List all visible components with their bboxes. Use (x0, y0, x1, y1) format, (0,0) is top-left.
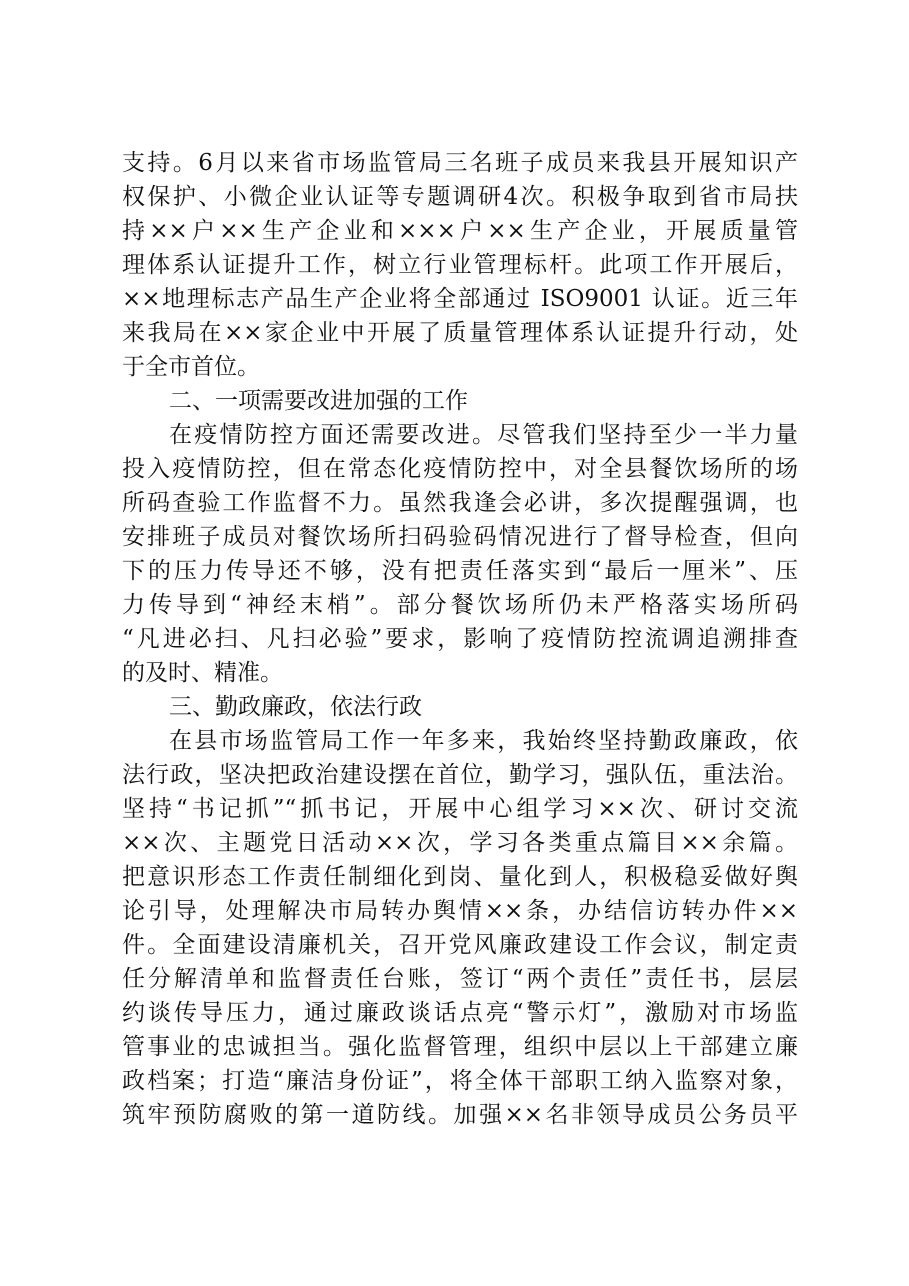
paragraph-line: 下的压力传导还不够，没有把责任落实到“最后一厘米”、压 (122, 558, 798, 584)
paragraph-line: 力传导到“神经末梢”。部分餐饮场所仍未严格落实场所码 (122, 592, 798, 618)
paragraph-line: 支持。6月以来省市场监管局三名班子成员来我县开展知识产 (122, 150, 798, 176)
paragraph-line: 投入疫情防控，但在常态化疫情防控中，对全县餐饮场所的场 (122, 456, 798, 482)
paragraph-line: 在县市场监管局工作一年多来，我始终坚持勤政廉政，依 (169, 728, 798, 754)
paragraph-line: ××地理标志产品生产企业将全部通过 ISO9001 认证。近三年 (122, 286, 798, 312)
paragraph-line: 的及时、精准。 (122, 660, 283, 686)
paragraph-line: 来我局在××家企业中开展了质量管理体系认证提升行动，处 (122, 320, 798, 346)
paragraph-line: “凡进必扫、凡扫必验”要求，影响了疫情防控流调追溯排查 (122, 626, 798, 652)
paragraph-line: 约谈传导压力，通过廉政谈话点亮“警示灯”，激励对市场监 (122, 1000, 798, 1026)
paragraph-line: 坚持“书记抓”“抓书记，开展中心组学习××次、研讨交流 (122, 796, 798, 822)
paragraph-line: 安排班子成员对餐饮场所扫码验码情况进行了督导检查，但向 (122, 524, 798, 550)
section-heading: 三、勤政廉政，依法行政 (169, 694, 422, 720)
paragraph-line: 于全市首位。 (122, 354, 260, 380)
paragraph-line: ××次、主题党日活动××次，学习各类重点篇目××余篇。 (122, 830, 798, 856)
paragraph-line: 持××户××生产企业和×××户××生产企业，开展质量管 (122, 218, 798, 244)
paragraph-line: 法行政，坚决把政治建设摆在首位，勤学习，强队伍，重法治。 (122, 762, 798, 788)
paragraph-line: 权保护、小微企业认证等专题调研4次。积极争取到省市局扶 (122, 184, 798, 210)
paragraph-line: 筑牢预防腐败的第一道防线。加强××名非领导成员公务员平 (122, 1102, 798, 1128)
paragraph-line: 在疫情防控方面还需要改进。尽管我们坚持至少一半力量 (169, 422, 798, 448)
paragraph-line: 所码查验工作监督不力。虽然我逢会必讲，多次提醒强调，也 (122, 490, 798, 516)
paragraph-line: 论引导，处理解决市局转办舆情××条，办结信访转办件×× (122, 898, 798, 924)
paragraph-line: 把意识形态工作责任制细化到岗、量化到人，积极稳妥做好舆 (122, 864, 798, 890)
paragraph-line: 件。全面建设清廉机关，召开党风廉政建设工作会议，制定责 (122, 932, 798, 958)
paragraph-line: 理体系认证提升工作，树立行业管理标杆。此项工作开展后， (122, 252, 798, 278)
paragraph-line: 政档案；打造“廉洁身份证”，将全体干部职工纳入监察对象， (122, 1068, 798, 1094)
document-body (122, 146, 798, 1132)
paragraph-line: 管事业的忠诚担当。强化监督管理，组织中层以上干部建立廉 (122, 1034, 798, 1060)
paragraph-line: 任分解清单和监督责任台账，签订“两个责任”责任书，层层 (122, 966, 798, 992)
section-heading: 二、一项需要改进加强的工作 (169, 388, 468, 414)
